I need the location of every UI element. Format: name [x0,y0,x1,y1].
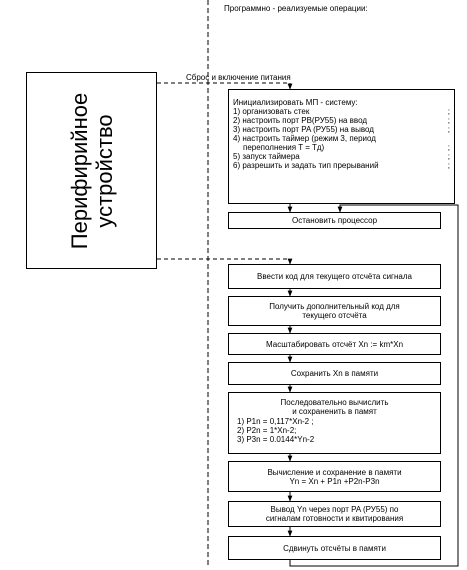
step-input-code: Ввести код для текущего отсчёта сигнала [228,264,441,289]
init-item: 3) настроить порт PA (РУ55) на вывод ; [233,125,450,134]
reset-label: Сброс и включение питания [186,73,291,82]
init-item: 5) запуск таймера ; [233,152,450,161]
header-label: Программно - реализуемые операции: [224,4,368,13]
peripheral-device-box [26,72,157,269]
formula: 3) P3n = 0.0144*Yn-2 [237,435,315,444]
step-compute-yn: Вычисление и сохранение в памяти Yn = Xn + P1n +P2n-P3n [228,461,441,492]
init-item: 1) организовать стек ; [233,107,450,116]
step-scale: Масштабировать отсчёт Xn := km*Xn [228,333,441,355]
init-item: 2) настроить порт PB(РУ55) на ввод ; [233,116,450,125]
step-complement-code: Получить дополнительный код для текущего отсчёта [228,296,441,326]
formula: 1) P1n = 0,117*Xn-2 ; [237,417,314,426]
peripheral-device-label: Перифирийное устройство [66,92,117,249]
init-block [228,89,455,204]
init-item: 4) настроить таймер (режим 3, период [233,134,376,143]
init-item: 6) разрешить и задать тип прерываний ; [233,161,450,170]
step-compute-p: Последовательно вычислить и сохраненить в памят 1) P1n = 0,117*Xn-2 ; 2) P2n = 1*Xn-2; 3) P3n = 0.0144*Yn-2 [228,392,441,454]
step-save-xn: Сохранить Xn в памяти [228,362,441,385]
stop-processor-block: Остановить процессор [228,212,441,229]
formula: 2) P2n = 1*Xn-2; [237,426,297,435]
init-item: переполнения T = Tд) ; [243,143,450,152]
step-output-yn: Вывод Yn через порт PA (РУ55) по сигналам готовности и квитирования [228,501,441,527]
init-title: Инициализировать МП - систему: [233,98,358,107]
step-shift-samples: Сдвинуть отсчёты в памяти [228,536,441,560]
